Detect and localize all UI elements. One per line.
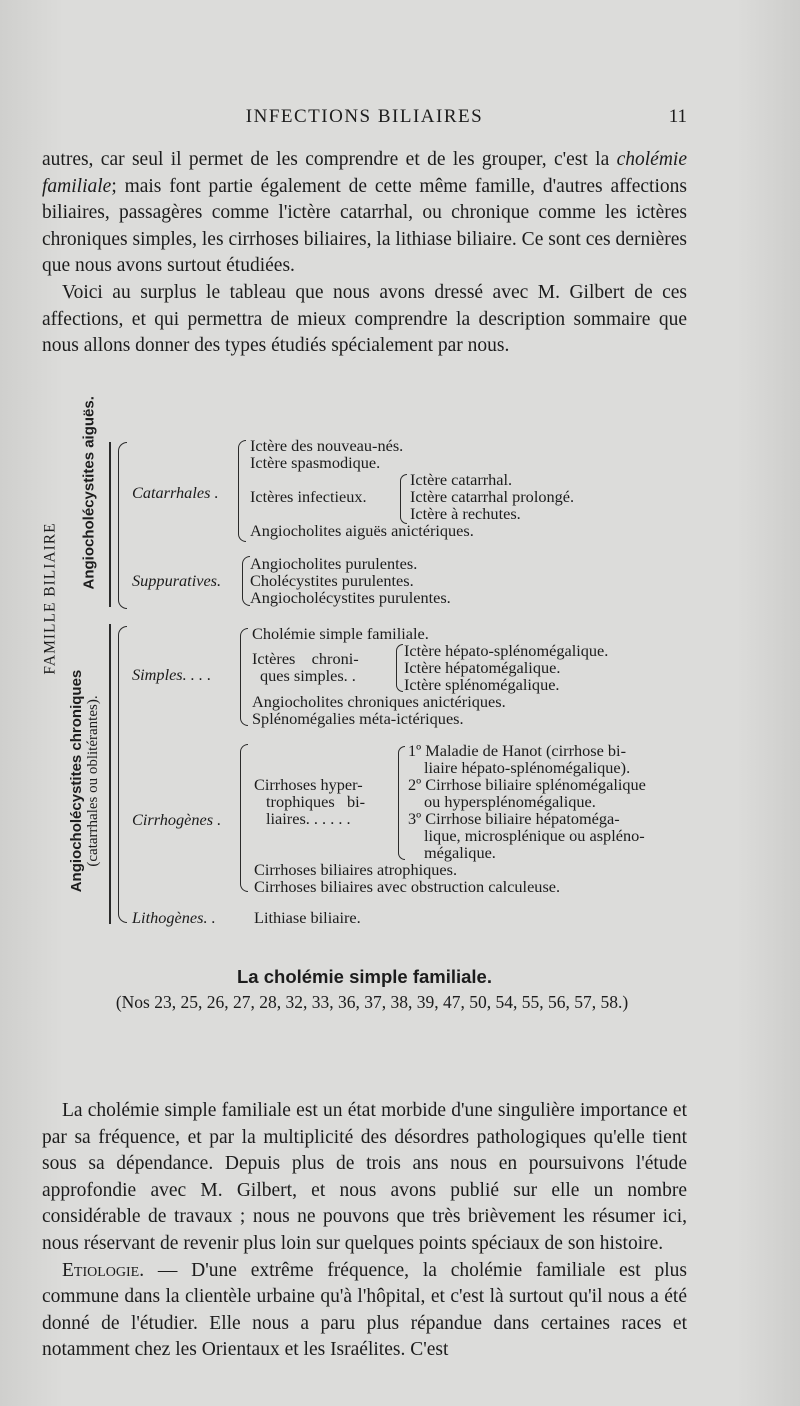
catarrhales-brace [238, 440, 246, 542]
ictere-chronique-brace [396, 644, 403, 692]
cirrhose-hyper-2: trophiques bi- [266, 792, 366, 811]
cirrhose-type-1a: 1º Maladie de Hanot (cirrhose bi- [408, 741, 626, 760]
simples-chron-item-2: Ictère hépatomégalique. [404, 658, 561, 677]
simples-first: Cholémie simple familiale. [252, 624, 429, 643]
cirrhose-type-3a: 3º Cirrhose biliaire hépatoméga- [408, 809, 620, 828]
catarrhales-last: Angiocholites aiguës anictériques. [250, 521, 474, 540]
catarrhales-label: Catarrhales . [132, 483, 219, 502]
cirrhogenes-label: Cirrhogènes . [132, 810, 222, 829]
lithogenes-item: Lithiase biliaire. [254, 908, 361, 927]
suppuratives-item-3: Angiocholécystites purulentes. [250, 588, 451, 607]
lithogenes-label: Lithogènes. . [132, 908, 216, 927]
acute-group-label: Angiocholécystites aiguës. [80, 396, 98, 590]
cirrhose-hyper-1: Cirrhoses hyper- [254, 775, 363, 794]
catarrhales-item-2: Ictère spasmodique. [250, 453, 381, 472]
cirrhose-hyper-3: liaires. . . . . . [266, 809, 351, 828]
simples-label: Simples. . . . [132, 665, 212, 684]
cirrhose-type-3b: lique, microsplénique ou aspléno- [424, 826, 645, 845]
etiologie-heading: Etiologie. [62, 1259, 145, 1281]
running-title: INFECTIONS BILIAIRES [245, 106, 484, 127]
cirrhose-type-1b: liaire hépato-splénomégalique). [424, 758, 631, 777]
suppuratives-brace [242, 556, 250, 606]
chronic-group-line [109, 624, 111, 924]
paragraph-table-intro: Voici au surplus le tableau que nous avons dressé avec M. Gilbert de ces affections, et qui permettra de mieux comprendre la description sommaire que nous allons donner des types étudiés spécialement par nous. [42, 281, 687, 357]
ictere-chronique-label-1: Ictères chroni- [252, 649, 359, 668]
family-label: FAMILLE BILIAIRE [41, 522, 59, 675]
cirrhose-type-2a: 2º Cirrhose biliaire splénomégalique [408, 775, 646, 794]
paragraph-continued: autres, car seul il permet de les comprendre et de les grouper, c'est la cholémie familiale; mais font partie également de cette même famille, d'autres affections biliaires, passagères comme l'ictère catarrhal, ou chronique comme les ictères chroniques simples, les cirrhoses biliaires, la lithiase biliaire. Ce sont ces dernières que nous avons surtout étudiées. [42, 149, 687, 277]
chronic-brace [118, 626, 127, 923]
suppuratives-item-1: Angiocholites purulentes. [250, 554, 418, 573]
cirrhogenes-after-1: Cirrhoses biliaires atrophiques. [254, 860, 458, 879]
cirrhose-type-3c: mégalique. [424, 843, 496, 862]
cirrhose-type-2b: ou hypersplénomégalique. [424, 792, 596, 811]
chronic-group-label: Angiocholécystites chroniques (catarrhales ou oblitérantes). [68, 669, 101, 893]
ictere-chronique-label-2: ques simples. . [260, 666, 356, 685]
simples-chron-item-3: Ictère splénomégalique. [404, 675, 560, 694]
intro-text [42, 147, 687, 360]
cirrhogenes-brace [240, 744, 248, 892]
acute-group-line [109, 442, 111, 607]
simples-after-1: Angiocholites chroniques anictériques. [252, 692, 506, 711]
paragraph-description: La cholémie simple familiale est un état morbide d'une singulière importance et par sa fréquence, et par la multiplicité des désordres pathologiques qu'elle tient sous sa dépendance. Depuis plus de trois ans nous en poursuivons l'étude approfondie avec M. Gilbert, et nous avons publié sur elle un nombre considérable de travaux ; nous ne pouvons que très brièvement les résumer ici, nous réservant de revenir plus loin sur quelques points spéciaux de son histoire. [42, 1100, 687, 1254]
cirrhose-hyper-brace [398, 746, 405, 860]
catarrhales-item-1: Ictère des nouveau-nés. [250, 436, 404, 455]
page-number: 11 [668, 106, 687, 127]
cirrhogenes-after-2: Cirrhoses biliaires avec obstruction calculeuse. [254, 877, 561, 896]
classification-table [40, 396, 700, 934]
ictere-infectieux-label: Ictères infectieux. [250, 487, 367, 506]
infectieux-item-2: Ictère catarrhal prolongé. [410, 487, 575, 506]
suppuratives-label: Suppuratives. [132, 571, 222, 590]
suppuratives-item-2: Cholécystites purulentes. [250, 571, 414, 590]
running-header [42, 106, 687, 136]
body-text [42, 1098, 687, 1364]
simples-chron-item-1: Ictère hépato-splénomégalique. [404, 641, 609, 660]
simples-after-2: Splénomégalies méta-ictériques. [252, 709, 464, 728]
infectieux-brace [400, 474, 407, 524]
section-title: La cholémie simple familiale. [237, 966, 492, 987]
section-case-numbers: (Nos 23, 25, 26, 27, 28, 32, 33, 36, 37, 38, 39, 47, 50, 54, 55, 56, 57, 58.) [115, 992, 629, 1012]
infectieux-item-3: Ictère à rechutes. [410, 504, 521, 523]
paragraph-etiologie: Etiologie. — D'une extrême fréquence, la cholémie familiale est plus commune dans la clientèle urbaine qu'à l'hôpital, et c'est là surtout qu'il nous a été donné de l'étudier. Elle nous a paru plus répandue dans certaines races et notamment chez les Orientaux et les Israélites. C'est [42, 1259, 687, 1361]
simples-brace [240, 628, 248, 726]
emphasis-cholemie: cholémie familiale [42, 149, 687, 197]
acute-brace [118, 442, 127, 609]
infectieux-item-1: Ictère catarrhal. [410, 470, 513, 489]
